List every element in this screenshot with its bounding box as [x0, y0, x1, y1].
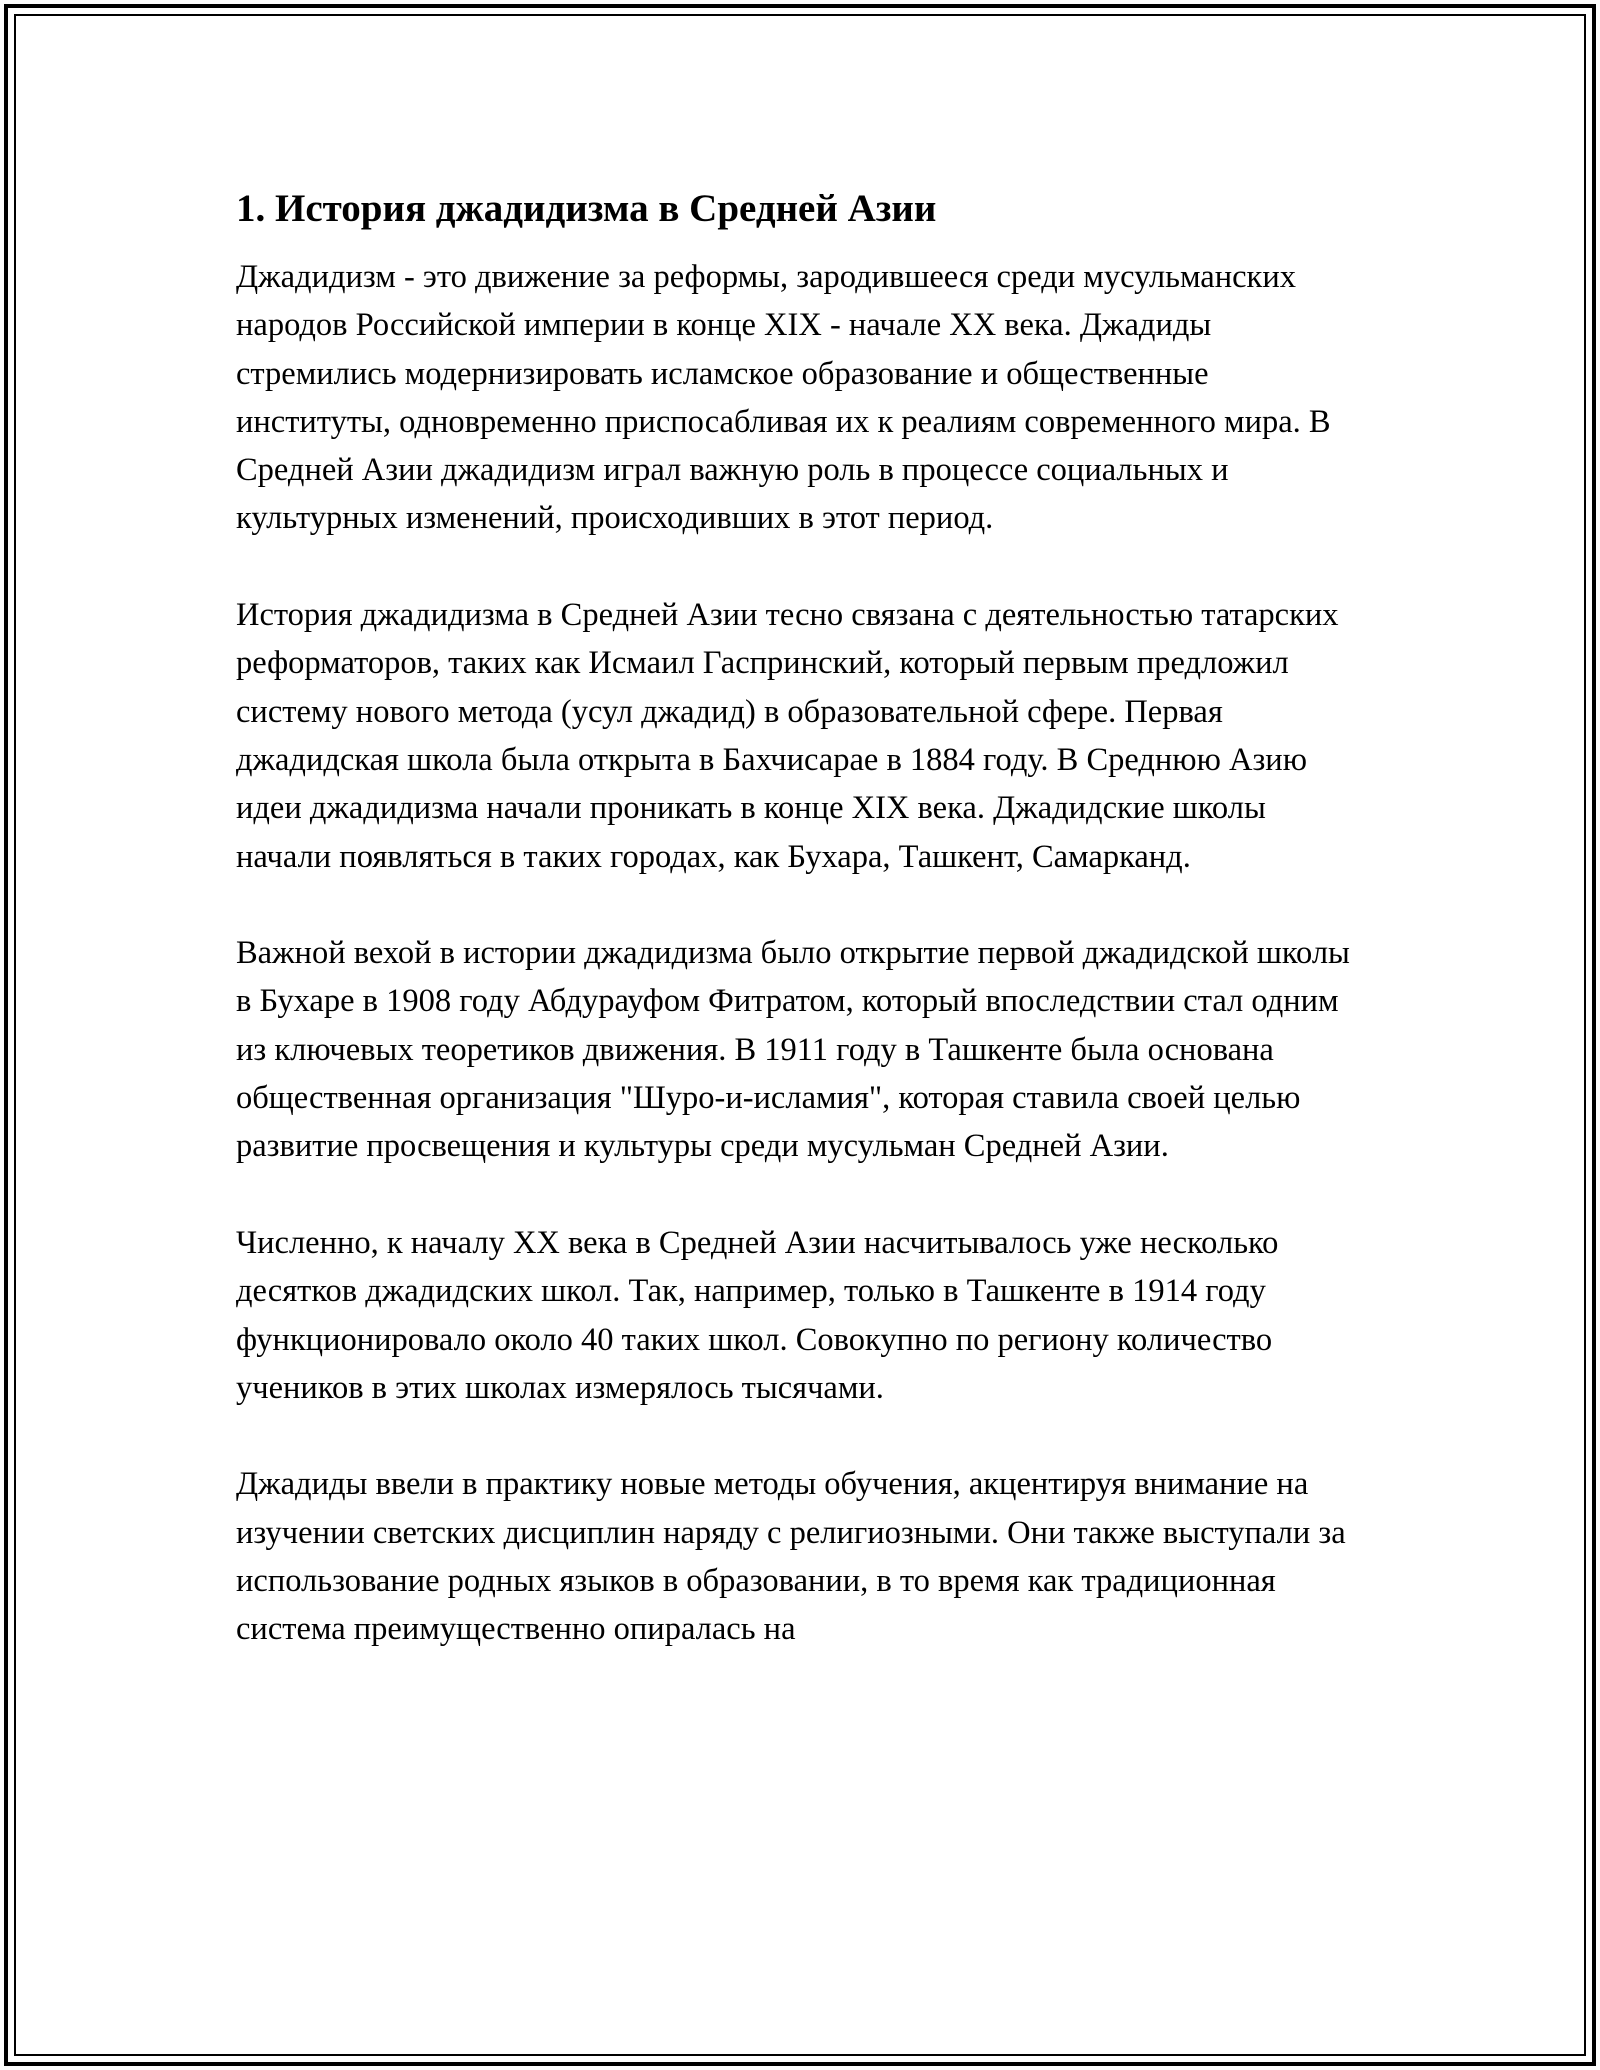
paragraph-2: История джадидизма в Средней Азии тесно связана с деятельностью татарских реформаторов, таких как Исмаил Гаспринский, который первым предложил систему нового метода (усул джадид) в образовательной сфере. Первая джадидская школа была открыта в Бахчисарае в 1884 году. В Среднюю Азию идеи джадидизма начали проникать в конце XIX века. Джадидские школы начали появляться в таких городах, как Бухара, Ташкент, Самарканд.	[236, 597, 1339, 875]
document-body	[236, 185, 1366, 1654]
paragraph-1: Джадидизм - это движение за реформы, зародившееся среди мусульманских народов Российской империи в конце XIX - начале XX века. Джадиды стремились модернизировать исламское образование и общественные институты, одновременно приспосабливая их к реалиям современного мира. В Средней Азии джадидизм играл важную роль в процессе социальных и культурных изменений, происходивших в этот период.	[236, 259, 1331, 537]
section-heading: 1. История джадидизма в Средней Азии	[236, 187, 937, 230]
paragraph-5: Джадиды ввели в практику новые методы обучения, акцентируя внимание на изучении светских дисциплин наряду с религиозными. Они также выступали за использование родных языков в образовании, в то время как традиционная система преимущественно опиралась на	[236, 1466, 1346, 1648]
paragraph-4: Численно, к началу XX века в Средней Азии насчитывалось уже несколько десятков джадидских школ. Так, например, только в Ташкенте в 1914 году функционировало около 40 таких школ. Совокупно по региону количество учеников в этих школах измерялось тысячами.	[236, 1224, 1279, 1406]
paragraph-3: Важной вехой в истории джадидизма было открытие первой джадидской школы в Бухаре в 1908 году Абдурауфом Фитратом, который впоследствии стал одним из ключевых теоретиков движения. В 1911 году в Ташкенте была основана общественная организация "Шуро-и-исламия", которая ставила своей целью развитие просвещения и культуры среди мусульман Средней Азии.	[236, 935, 1350, 1165]
